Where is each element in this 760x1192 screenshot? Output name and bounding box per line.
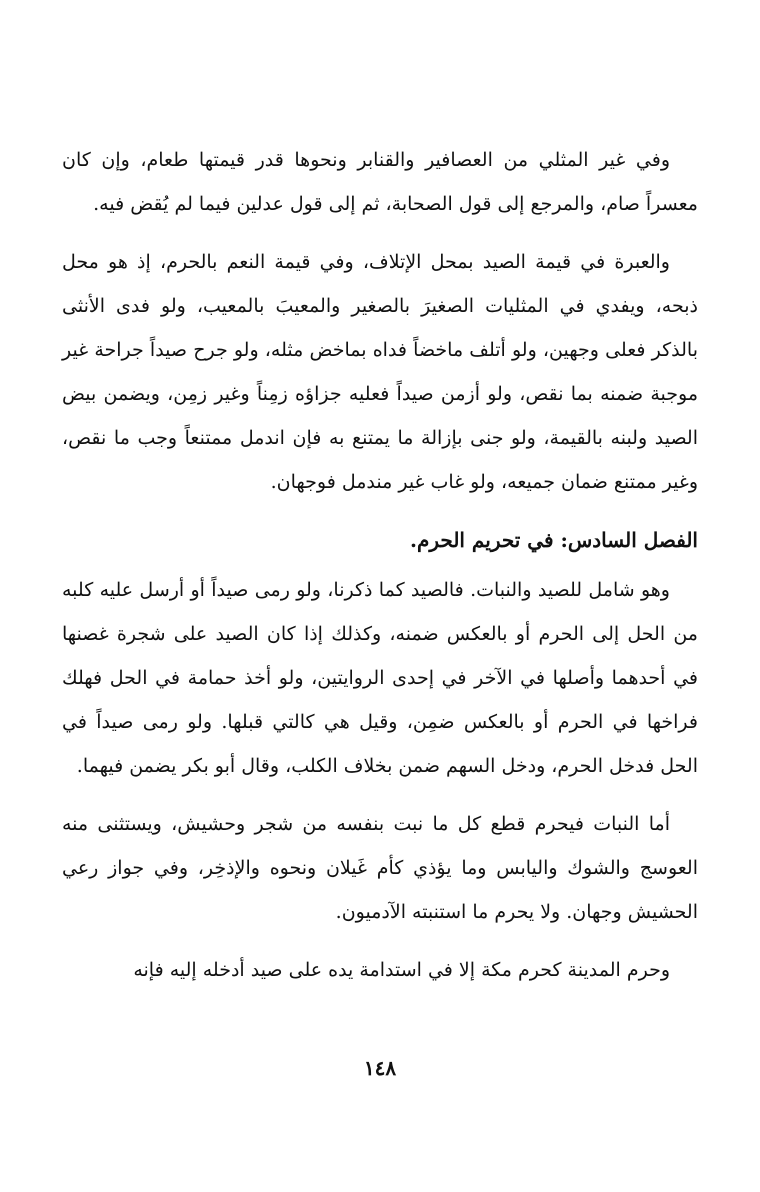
paragraph-1: وفي غير المثلي من العصافير والقنابر ونحوها قدر قيمتها طعام، وإن كان معسراً صام، والمرجع إلى قول الصحابة، ثم إلى قول عدلين فيما لم يُقض فيه. [62, 149, 698, 215]
paragraph-2: والعبرة في قيمة الصيد بمحل الإتلاف، وفي قيمة النعم بالحرم، إذ هو محل ذبحه، ويفدي في المثليات الصغيرَ بالصغير والمعيبَ بالمعيب، ولو فدى الأنثى بالذكر فعلى وجهين، ولو أتلف ماخضاً فداه بماخض مثله، ولو جرح صيداً جراحة غير موجبة ضمنه بما نقص، ولو أزمن صيداً فعليه جزاؤه زمِناً وغير زمِن، ويضمن بيض الصيد ولبنه بالقيمة، ولو جنى بإزالة ما يمتنع به فإن اندمل ممتنعاً وجب ما نقص، وغير ممتنع ضمان جميعه، ولو غاب غير مندمل فوجهان. [62, 251, 699, 493]
section-paragraph-1: وهو شامل للصيد والنبات. فالصيد كما ذكرنا، ولو رمى صيداً أو أرسل عليه كلبه من الحل إلى الحرم أو بالعكس ضمنه، وكذلك إذا كان الصيد على شجرة غصنها في أحدهما وأصلها في الآخر في إحدى الروايتين، ولو أخذ حمامة في الحل فهلك فراخها في الحرم أو بالعكس ضمِن، وقيل هي كالتي قبلها. ولو رمى صيداً في الحل فدخل الحرم، ودخل السهم ضمن بخلاف الكلب، وقال أبو بكر يضمن فيهما. [62, 579, 698, 777]
section-paragraph-3: وحرم المدينة كحرم مكة إلا في استدامة يده على صيد أدخله إليه فإنه [133, 959, 670, 981]
page-number: ١٤٨ [363, 1056, 397, 1080]
section-paragraph-2: أما النبات فيحرم قطع كل ما نبت بنفسه من شجر وحشيش، ويستثنى منه العوسج والشوك واليابس وما يؤذي كأم غَيلان ونحوه والإذخِر، وفي جواز رعي الحشيش وجهان. ولا يحرم ما استنبته الآدميون. [62, 813, 698, 923]
section-heading: الفصل السادس: في تحريم الحرم. [410, 528, 698, 552]
body-text [62, 138, 698, 1006]
